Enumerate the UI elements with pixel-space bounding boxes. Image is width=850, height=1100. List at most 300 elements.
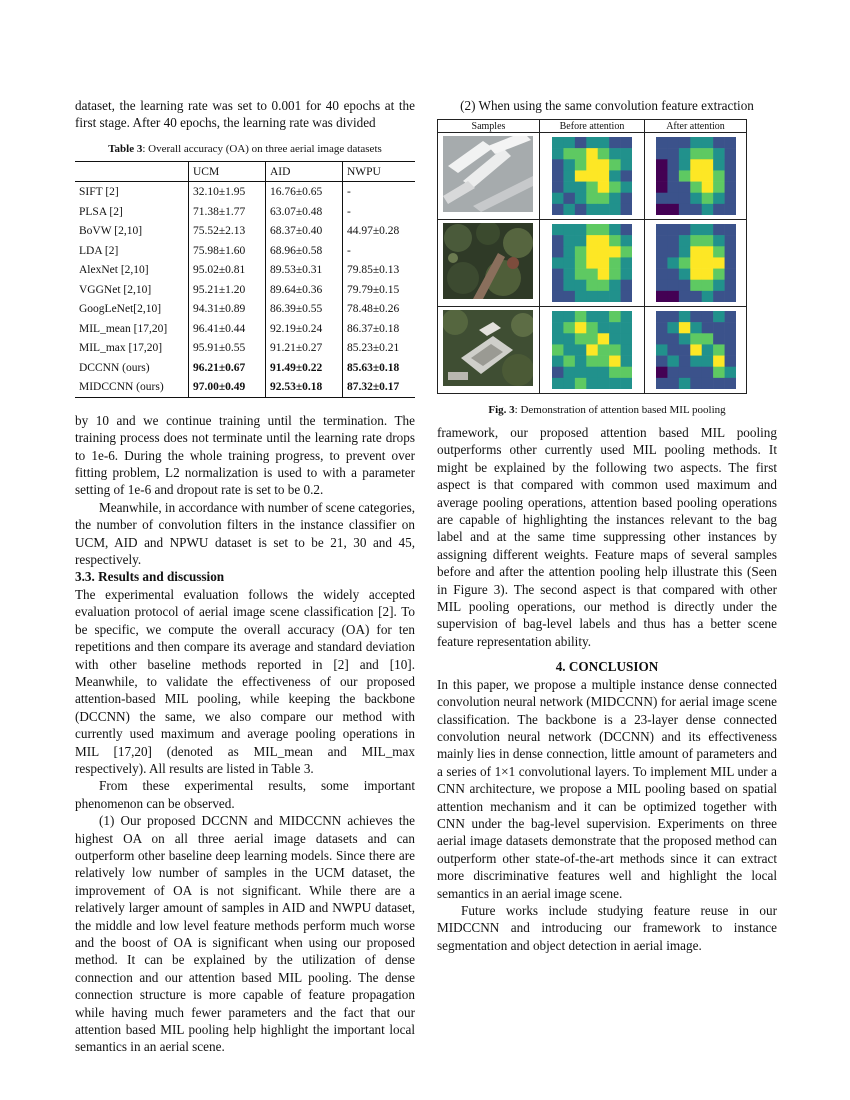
heatmap-cell — [609, 170, 621, 181]
heatmap-cell — [598, 367, 610, 378]
aid-cell: 86.39±0.55 — [266, 299, 343, 319]
heatmap-cell — [621, 356, 632, 367]
heatmap-cell — [609, 378, 621, 389]
heatmap-cell — [563, 193, 575, 204]
method-cell: MIL_mean [17,20] — [79, 322, 168, 335]
heatmap-cell — [575, 367, 587, 378]
heatmap-cell — [609, 148, 621, 159]
heatmap-cell — [667, 148, 679, 159]
heatmap-cell — [724, 235, 735, 246]
method-cell: VGGNet [2,10] — [79, 283, 152, 296]
heatmap-cell — [678, 148, 690, 159]
heatmap-cell — [552, 224, 564, 235]
heatmap-cell — [598, 204, 610, 215]
heatmap-cell — [678, 235, 690, 246]
heatmap-cell — [609, 224, 621, 235]
table-row — [75, 358, 415, 378]
heatmap-cell — [552, 170, 564, 181]
heatmap-cell — [690, 170, 702, 181]
nwpu-cell: 86.37±0.18 — [343, 319, 416, 339]
before-attention-cell — [539, 220, 644, 307]
heatmap-cell — [678, 204, 690, 215]
heatmap-cell — [586, 280, 598, 291]
heatmap-cell — [678, 311, 690, 322]
heatmap-cell — [609, 333, 621, 344]
heatmap-cell — [586, 322, 598, 333]
heatmap-cell — [656, 137, 668, 148]
heatmap-cell — [598, 257, 610, 268]
heatmap-cell — [656, 193, 668, 204]
heatmap-cell — [575, 159, 587, 170]
heatmap-cell — [552, 280, 564, 291]
heatmap-cell — [724, 224, 735, 235]
heatmap-cell — [713, 269, 725, 280]
heatmap-cell — [667, 269, 679, 280]
heatmap-cell — [656, 159, 668, 170]
heatmap-cell — [724, 367, 735, 378]
heatmap-cell — [667, 378, 679, 389]
aid-cell: 68.37±0.40 — [266, 221, 343, 241]
heatmap-cell — [563, 269, 575, 280]
heatmap-cell — [656, 269, 668, 280]
heatmap-cell — [563, 137, 575, 148]
heatmap-cell — [586, 356, 598, 367]
table-row — [75, 182, 415, 202]
nwpu-cell: 87.32±0.17 — [343, 377, 416, 397]
table-title: : Overall accuracy (OA) on three aerial image datasets — [142, 142, 382, 155]
heatmap-cell — [621, 193, 632, 204]
after-attention-cell — [645, 307, 747, 394]
header-cell: NWPU — [343, 161, 416, 182]
heatmap-cell — [667, 322, 679, 333]
heatmap-cell — [690, 291, 702, 302]
aid-cell: 68.96±0.58 — [266, 241, 343, 261]
heatmap-cell — [563, 367, 575, 378]
heatmap-cell — [690, 257, 702, 268]
nwpu-cell: 79.79±0.15 — [343, 280, 416, 300]
figure-caption-text: : Demonstration of attention based MIL pooling — [514, 404, 726, 416]
attention-figure — [437, 119, 747, 394]
sample-image-buildings — [443, 310, 533, 386]
heatmap-cell — [575, 170, 587, 181]
heatmap-cell — [656, 333, 668, 344]
heatmap-cell — [563, 159, 575, 170]
paragraph: Meanwhile, in accordance with number of scene categories, the number of convolution filters in the instance classifier on UCM, AID and NPWU dataset is set to be 21, 30 and 45, respectively. — [75, 499, 415, 568]
heatmap-cell — [724, 311, 735, 322]
method-cell: AlexNet [2,10] — [79, 264, 149, 277]
before-attention-cell — [539, 307, 644, 394]
heatmap-cell — [701, 311, 713, 322]
heatmap-cell — [678, 280, 690, 291]
heatmap-cell — [621, 182, 632, 193]
heatmap-cell — [678, 182, 690, 193]
heatmap-cell — [563, 333, 575, 344]
heatmap-cell — [724, 137, 735, 148]
heatmap-after — [656, 224, 736, 302]
heatmap-cell — [656, 257, 668, 268]
heatmap-cell — [678, 356, 690, 367]
heatmap-cell — [713, 235, 725, 246]
heatmap-cell — [586, 378, 598, 389]
heatmap-cell — [701, 235, 713, 246]
heatmap-cell — [724, 193, 735, 204]
heatmap-cell — [598, 269, 610, 280]
heatmap-cell — [701, 170, 713, 181]
heatmap-cell — [713, 291, 725, 302]
heatmap-cell — [724, 269, 735, 280]
heatmap-cell — [575, 322, 587, 333]
heatmap-cell — [621, 257, 632, 268]
paragraph: dataset, the learning rate was set to 0.001 for 40 epochs at the first stage. After 40 epochs, the learning rate was divided — [75, 98, 415, 131]
heatmap-cell — [621, 344, 632, 355]
heatmap-cell — [701, 269, 713, 280]
heatmap-cell — [656, 280, 668, 291]
heatmap-cell — [678, 322, 690, 333]
heatmap-before — [552, 137, 632, 215]
heatmap-cell — [701, 291, 713, 302]
heatmap-cell — [609, 356, 621, 367]
heatmap-cell — [678, 170, 690, 181]
heatmap-cell — [713, 378, 725, 389]
heatmap-cell — [609, 159, 621, 170]
heatmap-cell — [690, 269, 702, 280]
sample-cell — [438, 307, 540, 394]
heatmap-cell — [563, 291, 575, 302]
paragraph: (1) Our proposed DCCNN and MIDCCNN achieves the highest OA on all three aerial image datasets and can outperform other baseline deep learning models. Since there are relatively low number of samples in the UCM dataset, the improvement of OA is not significant. While there are a relatively larger amount of samples in AID and NWPU dataset, the middle and low level feature methods perform much worse and the boost of OA is significant when using our proposed method. It can be explained by the utilization of dense connection and our attention based MIL pooling. The dense connection structure is more capable of feature propagation while having much fewer parameters and the fact that our attention based MIL pooling help highlight the important local semantics in an aerial scene. — [75, 813, 415, 1055]
header-cell — [75, 161, 189, 182]
heatmap-cell — [609, 344, 621, 355]
heatmap-cell — [609, 204, 621, 215]
heatmap-cell — [701, 257, 713, 268]
method-cell: DCCNN (ours) — [79, 361, 150, 374]
heatmap-cell — [724, 356, 735, 367]
ucm-cell: 96.21±0.67 — [189, 358, 266, 378]
heatmap-cell — [701, 148, 713, 159]
aid-cell: 89.64±0.36 — [266, 280, 343, 300]
heatmap-cell — [598, 246, 610, 257]
heatmap-cell — [701, 182, 713, 193]
ucm-cell: 95.21±1.20 — [189, 280, 266, 300]
heatmap-cell — [586, 291, 598, 302]
heatmap-cell — [575, 333, 587, 344]
heatmap-cell — [552, 269, 564, 280]
right-column — [437, 97, 777, 954]
heatmap-cell — [667, 367, 679, 378]
aid-cell: 63.07±0.48 — [266, 202, 343, 222]
table-row — [75, 319, 415, 339]
heatmap-cell — [667, 137, 679, 148]
heatmap-cell — [552, 356, 564, 367]
header-cell: AID — [266, 161, 343, 182]
heatmap-cell — [598, 322, 610, 333]
heatmap-cell — [701, 367, 713, 378]
heatmap-cell — [586, 269, 598, 280]
heatmap-cell — [690, 322, 702, 333]
method-cell: GoogLeNet[2,10] — [79, 303, 162, 316]
heatmap-cell — [656, 148, 668, 159]
nwpu-cell: 78.48±0.26 — [343, 299, 416, 319]
method-cell: LDA [2] — [79, 244, 119, 257]
heatmap-cell — [621, 170, 632, 181]
heatmap-cell — [667, 182, 679, 193]
heatmap-cell — [656, 356, 668, 367]
heatmap-cell — [713, 182, 725, 193]
figure-header: Samples — [438, 120, 540, 133]
aid-cell: 91.21±0.27 — [266, 338, 343, 358]
heatmap-cell — [701, 378, 713, 389]
heatmap-cell — [563, 148, 575, 159]
heatmap-cell — [575, 344, 587, 355]
heatmap-cell — [552, 193, 564, 204]
table-row — [75, 241, 415, 261]
heatmap-cell — [609, 311, 621, 322]
sample-image-forest — [443, 223, 533, 299]
heatmap-cell — [713, 257, 725, 268]
heatmap-cell — [667, 246, 679, 257]
heatmap-cell — [586, 170, 598, 181]
heatmap-cell — [678, 367, 690, 378]
table-row — [75, 260, 415, 280]
heatmap-cell — [621, 269, 632, 280]
heatmap-cell — [667, 356, 679, 367]
table-label: Table 3 — [108, 142, 143, 155]
ucm-cell: 32.10±1.95 — [189, 182, 266, 202]
heatmap-cell — [575, 235, 587, 246]
ucm-cell: 97.00±0.49 — [189, 377, 266, 397]
figure-label: Fig. 3 — [488, 404, 515, 416]
heatmap-cell — [563, 378, 575, 389]
heatmap-cell — [701, 159, 713, 170]
table-row — [75, 377, 415, 397]
heatmap-cell — [552, 322, 564, 333]
heatmap-cell — [656, 311, 668, 322]
method-cell: MIL_max [17,20] — [79, 342, 163, 355]
heatmap-cell — [552, 246, 564, 257]
left-column — [75, 97, 415, 1056]
heatmap-after — [656, 137, 736, 215]
heatmap-cell — [667, 333, 679, 344]
heatmap-cell — [656, 378, 668, 389]
heatmap-cell — [656, 204, 668, 215]
sample-image-runway — [443, 136, 533, 212]
heatmap-cell — [713, 137, 725, 148]
heatmap-cell — [690, 193, 702, 204]
heatmap-cell — [667, 159, 679, 170]
method-cell: SIFT [2] — [79, 186, 119, 199]
heatmap-cell — [575, 204, 587, 215]
heatmap-cell — [552, 204, 564, 215]
heatmap-cell — [690, 344, 702, 355]
heatmap-cell — [713, 170, 725, 181]
heatmap-cell — [598, 356, 610, 367]
heatmap-cell — [586, 159, 598, 170]
heatmap-cell — [598, 170, 610, 181]
heatmap-cell — [621, 159, 632, 170]
heatmap-cell — [713, 148, 725, 159]
heatmap-cell — [667, 344, 679, 355]
heatmap-cell — [678, 137, 690, 148]
after-attention-cell — [645, 220, 747, 307]
heatmap-cell — [701, 333, 713, 344]
heatmap-cell — [724, 182, 735, 193]
heatmap-cell — [678, 159, 690, 170]
heatmap-cell — [609, 193, 621, 204]
heatmap-cell — [575, 280, 587, 291]
table-row — [75, 299, 415, 319]
heatmap-cell — [713, 356, 725, 367]
heatmap-cell — [690, 311, 702, 322]
heatmap-cell — [713, 367, 725, 378]
heatmap-cell — [575, 148, 587, 159]
heatmap-cell — [552, 137, 564, 148]
heatmap-cell — [621, 367, 632, 378]
heatmap-cell — [609, 182, 621, 193]
heatmap-cell — [678, 224, 690, 235]
heatmap-cell — [563, 257, 575, 268]
accuracy-table — [75, 161, 415, 398]
heatmap-cell — [563, 170, 575, 181]
heatmap-cell — [598, 235, 610, 246]
heatmap-cell — [575, 224, 587, 235]
figure-row — [438, 220, 747, 307]
heatmap-cell — [563, 280, 575, 291]
heatmap-cell — [713, 246, 725, 257]
heatmap-cell — [678, 378, 690, 389]
heatmap-cell — [586, 137, 598, 148]
figure-header: Before attention — [539, 120, 644, 133]
aid-cell: 92.19±0.24 — [266, 319, 343, 339]
heatmap-cell — [575, 356, 587, 367]
heatmap-cell — [678, 291, 690, 302]
heatmap-cell — [690, 367, 702, 378]
ucm-cell: 94.31±0.89 — [189, 299, 266, 319]
section-heading: 3.3. Results and discussion — [75, 569, 225, 585]
heatmap-cell — [586, 246, 598, 257]
paragraph: From these experimental results, some important phenomenon can be observed. — [75, 778, 415, 811]
heatmap-cell — [690, 246, 702, 257]
before-attention-cell — [539, 133, 644, 220]
nwpu-cell: 44.97±0.28 — [343, 221, 416, 241]
figure-row — [438, 133, 747, 220]
heatmap-cell — [656, 182, 668, 193]
paragraph: The experimental evaluation follows the widely accepted evaluation protocol of aerial image scene classification [2]. To be specific, we compute the overall accuracy (OA) for ten repetitions and then compare its average and standard deviation with other baseline methods reported in [2] and [10]. Meanwhile, to validate the effectiveness of our proposed attention-based MIL pooling, while keeping the backbone (DCCNN) the same, we also compare our method with currently used maximum and average pooling operations in MIL [17,20] (denoted as MIL_mean and MIL_max respectively). All results are listed in Table 3. — [75, 586, 415, 776]
heatmap-cell — [713, 280, 725, 291]
heatmap-cell — [552, 311, 564, 322]
heatmap-cell — [678, 246, 690, 257]
heatmap-cell — [575, 182, 587, 193]
heatmap-cell — [701, 322, 713, 333]
heatmap-cell — [609, 235, 621, 246]
ucm-cell: 75.98±1.60 — [189, 241, 266, 261]
heatmap-cell — [690, 137, 702, 148]
nwpu-cell: - — [343, 202, 416, 222]
heatmap-cell — [667, 204, 679, 215]
heatmap-cell — [656, 291, 668, 302]
method-cell: BoVW [2,10] — [79, 225, 143, 238]
heatmap-cell — [621, 322, 632, 333]
heatmap-cell — [598, 333, 610, 344]
heatmap-cell — [713, 311, 725, 322]
heatmap-cell — [598, 311, 610, 322]
heatmap-cell — [598, 148, 610, 159]
heatmap-cell — [586, 235, 598, 246]
heatmap-cell — [563, 182, 575, 193]
heatmap-cell — [690, 224, 702, 235]
heatmap-cell — [724, 148, 735, 159]
heatmap-cell — [563, 344, 575, 355]
heatmap-cell — [621, 280, 632, 291]
aid-cell: 89.53±0.31 — [266, 260, 343, 280]
heatmap-cell — [598, 291, 610, 302]
figure-row — [438, 307, 747, 394]
heatmap-cell — [586, 344, 598, 355]
heatmap-cell — [701, 224, 713, 235]
heatmap-cell — [724, 170, 735, 181]
table-row — [75, 280, 415, 300]
heatmap-cell — [586, 311, 598, 322]
heatmap-cell — [609, 280, 621, 291]
heatmap-cell — [552, 257, 564, 268]
table-caption — [75, 142, 415, 156]
table-row — [75, 338, 415, 358]
figure-intro-line: (2) When using the same convolution feature extraction — [460, 98, 754, 113]
heatmap-cell — [724, 322, 735, 333]
ucm-cell: 95.91±0.55 — [189, 338, 266, 358]
heatmap-cell — [621, 137, 632, 148]
heatmap-cell — [563, 235, 575, 246]
heatmap-cell — [609, 269, 621, 280]
heatmap-cell — [586, 333, 598, 344]
heatmap-cell — [701, 137, 713, 148]
heatmap-cell — [713, 322, 725, 333]
heatmap-cell — [552, 378, 564, 389]
heatmap-cell — [724, 159, 735, 170]
heatmap-cell — [667, 235, 679, 246]
ucm-cell: 96.41±0.44 — [189, 319, 266, 339]
heatmap-cell — [609, 257, 621, 268]
heatmap-cell — [678, 193, 690, 204]
heatmap-cell — [667, 224, 679, 235]
heatmap-cell — [656, 224, 668, 235]
heatmap-cell — [667, 311, 679, 322]
heatmap-cell — [690, 280, 702, 291]
table-row — [75, 202, 415, 222]
aid-cell: 16.76±0.65 — [266, 182, 343, 202]
heatmap-cell — [678, 344, 690, 355]
heatmap-cell — [609, 367, 621, 378]
paragraph: framework, our proposed attention based MIL pooling outperforms other currently used MIL pooling methods. It might be explained by the following two aspects. The first aspect is that compared with common used maximum and average pooling operations, attention based pooling operations are capable of highlighting the instances relevant to the bag label and at the same time suppressing other instances by assigning different weights. Feature maps of several samples before and after the attention pooling help illustrate this (Seen in Figure 3). The second aspect is that compared with other MIL pooling operations, our method is directly under the supervision of bag-level labels and thus has a better scene feature representation ability. — [437, 425, 777, 649]
heatmap-cell — [563, 322, 575, 333]
after-attention-cell — [645, 133, 747, 220]
header-cell: UCM — [189, 161, 266, 182]
heatmap-cell — [563, 246, 575, 257]
heatmap-cell — [724, 291, 735, 302]
heatmap-cell — [575, 246, 587, 257]
heatmap-cell — [598, 137, 610, 148]
heatmap-cell — [656, 170, 668, 181]
heatmap-cell — [575, 311, 587, 322]
heatmap-cell — [690, 378, 702, 389]
heatmap-cell — [701, 246, 713, 257]
heatmap-cell — [552, 235, 564, 246]
heatmap-cell — [690, 204, 702, 215]
heatmap-cell — [598, 159, 610, 170]
heatmap-cell — [713, 344, 725, 355]
method-cell: MIDCCNN (ours) — [75, 377, 189, 397]
heatmap-cell — [621, 333, 632, 344]
heatmap-cell — [586, 204, 598, 215]
heatmap-cell — [713, 159, 725, 170]
